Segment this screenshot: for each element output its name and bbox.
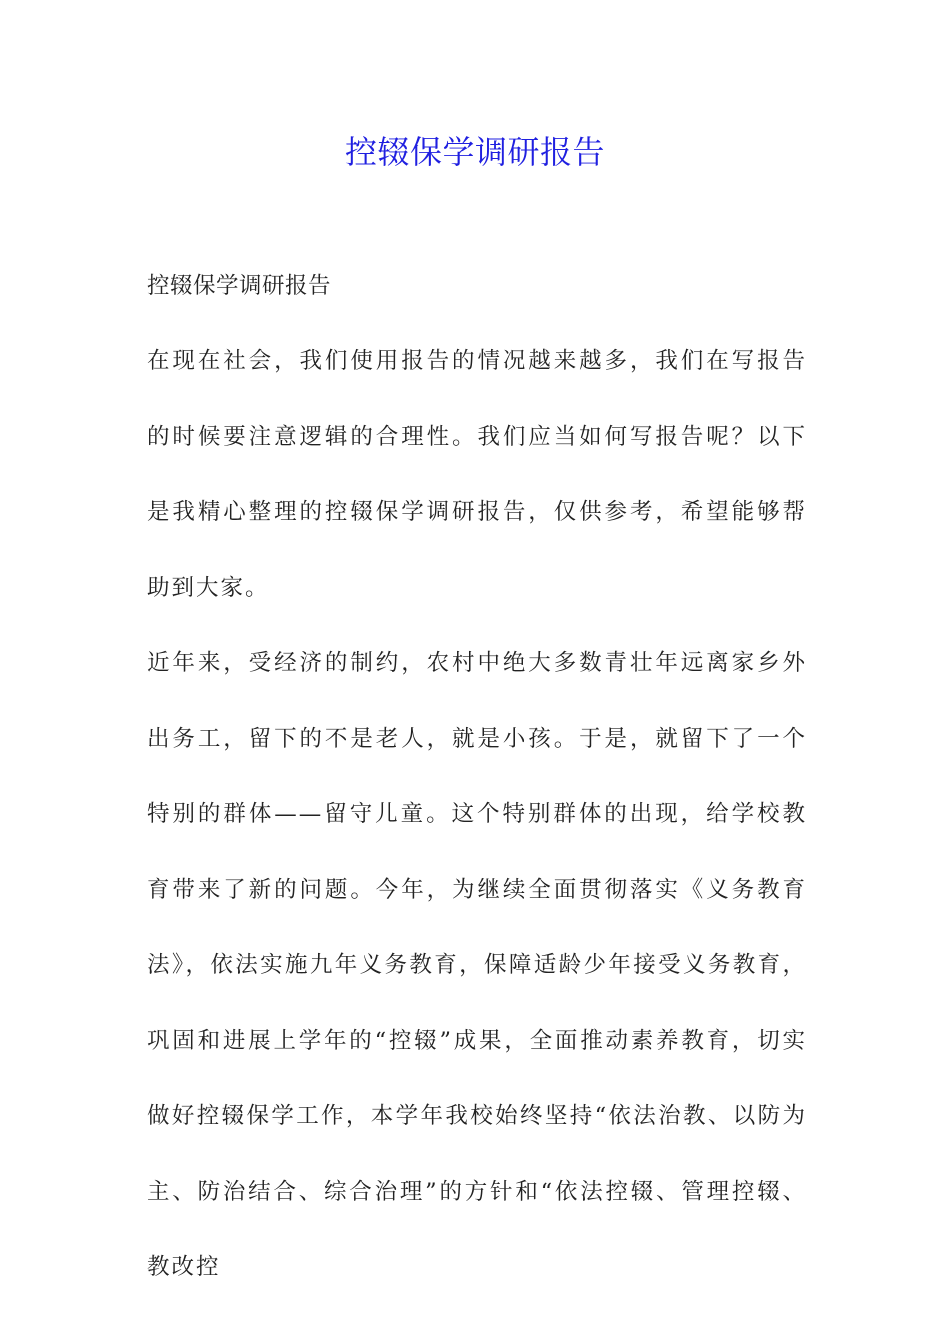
paragraph-intro: 在现在社会，我们使用报告的情况越来越多，我们在写报告的时候要注意逻辑的合理性。我们应当如何写报告呢？以下是我精心整理的控辍保学调研报告，仅供参考，希望能够帮助到大家。 [147, 348, 807, 601]
document-title: 控辍保学调研报告 [344, 133, 605, 171]
paragraph-background: 近年来，受经济的制约，农村中绝大多数青壮年远离家乡外出务工，留下的不是老人，就是小孩。于是，就留下了一个特别的群体——留守儿童。这个特别群体的出现，给学校教育带来了新的问题。今年，为继续全面贯彻落实《义务教育法》，依法实施九年义务教育，保障适龄少年接受义务教育，巩固和进展上学年的“控辍”成果，全面推动素养教育，切实做好控辍保学工作，本学年我校始终坚持“依法治教、以防为主、防治结合、综合治理”的方针和“依法控辍、管理控辍、教改控 [147, 650, 807, 1280]
document-subtitle: 控辍保学调研报告 [147, 273, 332, 299]
